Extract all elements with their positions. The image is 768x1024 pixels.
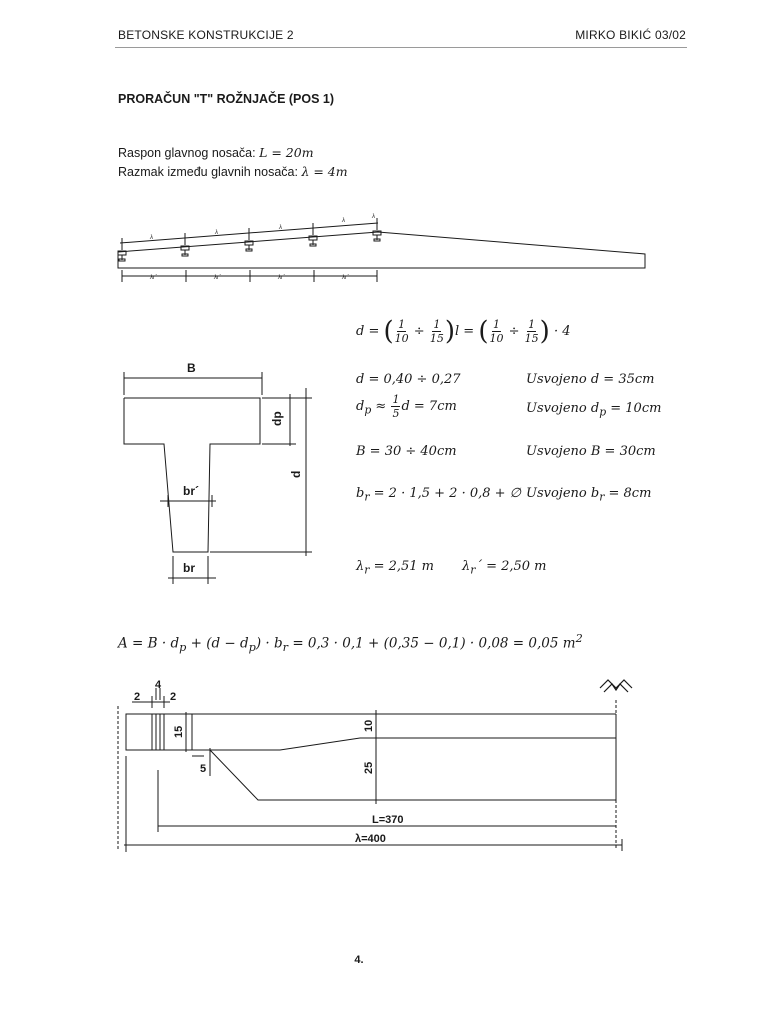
roof-bottom-label: λr´ [214,275,221,281]
eq-d-values: d = 0,40 ÷ 0,27 [356,372,461,387]
roof-top-label: λ [150,235,153,241]
eq-br: $b_r = 2 \cdot 1,5 + 2 \cdot 0,8$ + ∅ [356,486,521,504]
label-web-width-top: br´ [183,484,199,498]
roof-top-label: λ [372,214,375,220]
label-flange-depth: dp [270,411,284,426]
dim-label: 5 [200,763,207,775]
label-flange-width: B [187,361,196,375]
eq-d-adopted: Usvojeno d = 35cm [526,372,655,387]
eq-br-adopted: Usvojeno $b_r = 8cm$ [526,486,652,504]
roof-bottom-label: λr´ [150,275,157,281]
dim-label: 10 [363,719,375,732]
roof-top-label: λ [279,225,282,231]
eq-dp-adopted: Usvojeno $d_p = 10cm$ [526,401,662,419]
label-total-depth: d [289,470,303,478]
eq-B-values: B = 30 ÷ 40cm [356,444,457,459]
eq-lambda-r: $\lambda_r = 2,51$ m [356,559,434,577]
eq-d-formula: d = ( $\frac{1}{10}$ ÷ $\frac{1}{15}$ )l = ( $\frac{1}{10}$ ÷ $\frac{1}{15}$ ) · 4 [356,316,571,347]
spacing-label: Razmak između glavnih nosača: [118,165,302,179]
eq-lambda-r-prime: $\lambda_r´ = 2,50$ m [462,559,547,577]
roof-bottom-label: λr´ [342,275,349,281]
section-title: PRORAČUN "T" ROŽNJAČE (POS 1) [118,92,335,106]
dim-label-span: L=370 [372,814,404,826]
header-course-title: BETONSKE KONSTRUKCIJE 2 [118,28,294,42]
eq-dp: $d_p$ ≈ $\frac{1}{5}$ d = 7cm [356,393,457,420]
span-label: Raspon glavnog nosača: [118,146,260,160]
eq-B-adopted: Usvojeno B = 30cm [526,444,656,459]
header-author: MIRKO BIKIĆ 03/02 [575,28,686,42]
roof-bottom-label: λr´ [278,275,285,281]
dim-label: 2 [170,691,177,703]
dim-label: 25 [363,761,375,774]
page-number: 4. [354,954,364,966]
dim-label: 4 [155,679,162,691]
dim-label: 2 [134,691,141,703]
span-value: L = 20m [259,145,314,160]
symmetry-icon [600,680,632,692]
dim-label-lambda: λ=400 [355,833,386,845]
spacing-value: λ = 4m [301,164,348,179]
roof-top-label: λ [342,218,345,224]
eq-area: $A = B \cdot d_p + (d - d_p) \cdot b_r = 0,3 \cdot 0,1 + (0,35 - 0,1) \cdot 0,08 = 0,05$ $m^2$ [118,632,583,655]
roof-top-label: λ [215,230,218,236]
dim-label: 15 [173,725,185,738]
label-web-width: br [183,561,195,575]
